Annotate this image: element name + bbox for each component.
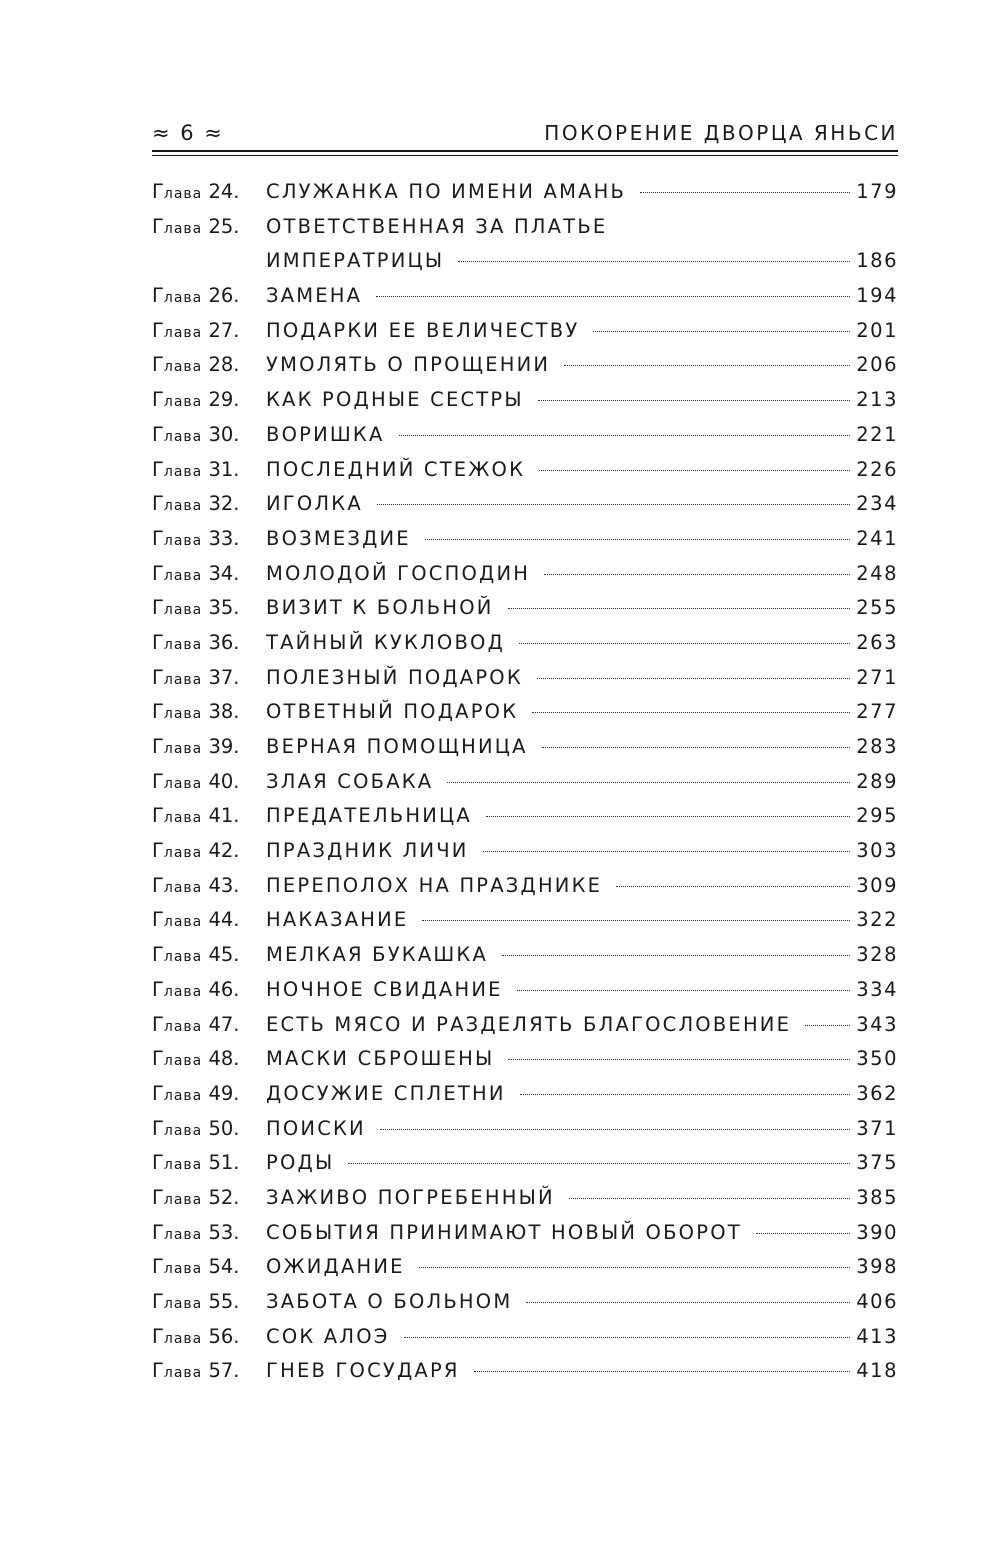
chapter-label: Глава 26. [152, 284, 240, 308]
toc-entry[interactable] [152, 319, 898, 354]
chapter-label: Глава 55. [152, 1290, 240, 1313]
chapter-label: Глава 43. [152, 873, 240, 897]
chapter-title-continued: ИМПЕРАТРИЦЫ [266, 249, 445, 273]
chapter-title: ПОЛЕЗНЫЙ ПОДАРОК [266, 665, 523, 689]
toc-entry-continuation[interactable] [152, 249, 898, 284]
chapter-label: Глава 39. [152, 735, 240, 758]
dot-leader [399, 435, 851, 436]
dot-leader [502, 955, 850, 956]
chapter-title: ПЕРЕПОЛОХ НА ПРАЗДНИКЕ [266, 873, 603, 897]
toc-entry[interactable] [152, 1359, 898, 1394]
book-title: ПОКОРЕНИЕ ДВОРЦА ЯНЬСИ [544, 121, 898, 145]
chapter-word: лава [163, 949, 203, 966]
toc-entry[interactable] [152, 1151, 898, 1186]
chapter-title: ИГОЛКА [266, 492, 363, 516]
chapter-label: Глава 25. [152, 214, 240, 238]
page-ref: 390 [856, 1220, 898, 1244]
toc-entry[interactable] [152, 631, 898, 666]
chapter-word: лава [163, 324, 203, 341]
chapter-title: НАКАЗАНИЕ [266, 908, 409, 932]
page-ref: 186 [856, 249, 898, 273]
toc-entry[interactable] [152, 1290, 898, 1325]
page-ref: 303 [856, 839, 898, 863]
chapter-label: Глава 37. [152, 665, 240, 689]
chapter-title: ЗАЖИВО ПОГРЕБЕННЫЙ [266, 1185, 555, 1209]
chapter-title: ЕСТЬ МЯСО И РАЗДЕЛЯТЬ БЛАГОСЛОВЕНИЕ [266, 1012, 792, 1036]
chapter-label: Глава 47. [152, 1012, 240, 1036]
toc-entry[interactable] [152, 874, 898, 909]
toc-entry[interactable] [152, 700, 898, 735]
chapter-label: Глава 40. [152, 769, 240, 793]
toc-entry[interactable] [152, 770, 898, 805]
chapter-word: лава [163, 1018, 203, 1035]
chapter-word: лава [163, 394, 203, 411]
toc-entry[interactable] [152, 423, 898, 458]
chapter-word: лава [163, 983, 203, 1000]
toc-entry[interactable] [152, 978, 898, 1013]
chapter-label: Глава 51. [152, 1151, 240, 1175]
toc-entry[interactable] [152, 353, 898, 388]
chapter-title: СЛУЖАНКА ПО ИМЕНИ АМАНЬ [266, 180, 627, 203]
page-ref: 371 [856, 1116, 898, 1140]
toc-entry[interactable] [152, 735, 898, 770]
chapter-title: НОЧНОЕ СВИДАНИЕ [266, 977, 503, 1001]
chapter-title: ВЕРНАЯ ПОМОЩНИЦА [266, 735, 528, 758]
chapter-word: лава [163, 706, 203, 723]
chapter-label: Глава 50. [152, 1116, 240, 1140]
chapter-label: Глава 42. [152, 839, 240, 863]
chapter-label: Глава 29. [152, 388, 240, 412]
chapter-title: УМОЛЯТЬ О ПРОЩЕНИИ [266, 353, 551, 377]
dot-leader [483, 851, 851, 852]
dot-leader [539, 470, 850, 471]
dot-leader [380, 1129, 850, 1130]
chapter-word: лава [163, 359, 203, 376]
chapter-word: лава [163, 1122, 203, 1139]
chapter-title: ЗЛАЯ СОБАКА [266, 769, 434, 793]
dot-leader [542, 747, 851, 748]
chapter-title: ВИЗИТ К БОЛЬНОЙ [266, 596, 494, 620]
chapter-label: Глава 52. [152, 1185, 240, 1209]
chapter-label: Глава 44. [152, 908, 240, 932]
dot-leader [564, 365, 850, 366]
chapter-title: ВОЗМЕЗДИЕ [266, 526, 411, 550]
chapter-title: ПРЕДАТЕЛЬНИЦА [266, 804, 472, 828]
chapter-label: Глава 41. [152, 804, 240, 828]
chapter-word: лава [163, 775, 203, 792]
chapter-title: ВОРИШКА [266, 422, 385, 446]
chapter-word: лава [163, 1226, 203, 1243]
page-ref: 406 [856, 1290, 898, 1313]
chapter-title: ОТВЕТНЫЙ ПОДАРОК [266, 700, 519, 724]
chapter-title: ЗАМЕНА [266, 284, 363, 308]
dot-leader [532, 712, 850, 713]
chapter-title: СОК АЛОЭ [266, 1324, 390, 1348]
dot-leader [538, 400, 850, 401]
dot-leader [508, 608, 851, 609]
chapter-label: Глава 57. [152, 1359, 240, 1383]
chapter-title: МОЛОДОЙ ГОСПОДИН [266, 561, 531, 585]
toc-entry[interactable] [152, 1221, 898, 1256]
chapter-label: Глава 45. [152, 943, 240, 967]
dot-leader [419, 1267, 851, 1268]
page-ref: 328 [856, 943, 898, 967]
toc-entry[interactable] [152, 908, 898, 943]
toc-entry[interactable] [152, 839, 898, 874]
chapter-word: лава [163, 636, 203, 653]
chapter-word: лава [163, 186, 203, 202]
page-ref: 362 [856, 1081, 898, 1105]
dot-leader [616, 886, 850, 887]
chapter-word: лава [163, 532, 203, 549]
chapter-label: Глава 36. [152, 630, 240, 654]
chapter-title: ПОСЛЕДНИЙ СТЕЖОК [266, 457, 526, 481]
chapter-title: МАСКИ СБРОШЕНЫ [266, 1047, 495, 1071]
toc-entry[interactable] [152, 284, 898, 319]
chapter-label: Глава 24. [152, 180, 240, 203]
chapter-label: Глава 34. [152, 561, 240, 585]
chapter-title: ОТВЕТСТВЕННАЯ ЗА ПЛАТЬЕ [266, 214, 608, 238]
page-ref: 206 [856, 353, 898, 377]
chapter-word: лава [163, 428, 203, 445]
chapter-word: лава [163, 220, 203, 237]
running-header [152, 120, 898, 146]
dot-leader [486, 816, 850, 817]
chapter-word: лава [163, 1087, 203, 1104]
chapter-title: ГНЕВ ГОСУДАРЯ [266, 1359, 460, 1383]
dot-leader [640, 192, 850, 193]
chapter-label: Глава 35. [152, 596, 240, 620]
chapter-word: лава [163, 1191, 203, 1208]
toc-entry[interactable] [152, 527, 898, 562]
page-ref: 271 [856, 665, 898, 689]
chapter-word: лава [163, 463, 203, 480]
page-ref: 277 [856, 700, 898, 724]
toc-entry[interactable] [152, 943, 898, 978]
toc-entry[interactable] [152, 562, 898, 597]
chapter-title: РОДЫ [266, 1151, 335, 1175]
toc-entry[interactable] [152, 1186, 898, 1221]
page-ref: 179 [856, 180, 898, 203]
page-ref: 255 [856, 596, 898, 620]
page-ref: 413 [856, 1324, 898, 1348]
toc-entry[interactable] [152, 1117, 898, 1152]
page-ref: 283 [856, 735, 898, 758]
chapter-word: лава [163, 914, 203, 931]
page-ref: 234 [856, 492, 898, 516]
chapter-word: лава [163, 1053, 203, 1070]
page-ref: 398 [856, 1255, 898, 1279]
toc-entry[interactable] [152, 215, 898, 250]
chapter-label: Глава 53. [152, 1220, 240, 1244]
chapter-label: Глава 49. [152, 1081, 240, 1105]
dot-leader [544, 574, 850, 575]
page-number: ≈ 6 ≈ [152, 121, 224, 145]
toc-entry[interactable] [152, 666, 898, 701]
page-ref: 295 [856, 804, 898, 828]
page-ref: 248 [856, 561, 898, 585]
dot-leader [425, 539, 850, 540]
toc-entry[interactable] [152, 180, 898, 215]
dot-leader [526, 1302, 850, 1303]
chapter-word: лава [163, 1261, 203, 1278]
chapter-word: лава [163, 567, 203, 584]
toc-entry[interactable] [152, 1013, 898, 1048]
page-ref: 343 [856, 1012, 898, 1036]
toc-entry[interactable] [152, 1255, 898, 1290]
header-rule-thin [152, 155, 898, 156]
chapter-word: лава [163, 1296, 203, 1312]
dot-leader [377, 504, 850, 505]
chapter-label: Глава 30. [152, 422, 240, 446]
chapter-word: лава [163, 741, 203, 757]
table-of-contents [152, 180, 898, 1394]
toc-entry[interactable] [152, 596, 898, 631]
dot-leader [756, 1233, 850, 1234]
dot-leader [348, 1163, 850, 1164]
page-ref: 334 [856, 977, 898, 1001]
page-ref: 226 [856, 457, 898, 481]
chapter-word: лава [163, 602, 203, 619]
chapter-word: лава [163, 290, 203, 307]
chapter-title: ЗАБОТА О БОЛЬНОМ [266, 1290, 513, 1313]
chapter-word: лава [163, 845, 203, 862]
page-ref: 385 [856, 1185, 898, 1209]
chapter-title: ТАЙНЫЙ КУКЛОВОД [266, 630, 506, 654]
dot-leader [376, 296, 850, 297]
dot-leader [805, 1025, 850, 1026]
chapter-word: лава [163, 1157, 203, 1174]
dot-leader [422, 920, 850, 921]
page-ref: 263 [856, 630, 898, 654]
chapter-title: ПОДАРКИ ЕЕ ВЕЛИЧЕСТВУ [266, 318, 580, 342]
page-ref: 201 [856, 318, 898, 342]
dot-leader [474, 1371, 851, 1372]
chapter-label: Глава 48. [152, 1047, 240, 1071]
toc-entry[interactable] [152, 492, 898, 527]
chapter-title: ОЖИДАНИЕ [266, 1255, 405, 1279]
chapter-word: лава [163, 879, 203, 896]
chapter-title: КАК РОДНЫЕ СЕСТРЫ [266, 388, 524, 412]
chapter-label: Глава 28. [152, 353, 240, 377]
chapter-word: лава [163, 671, 203, 688]
header-rule-thick [152, 150, 898, 152]
chapter-word: лава [163, 1365, 203, 1382]
dot-leader [520, 1094, 851, 1095]
page-ref: 375 [856, 1151, 898, 1175]
chapter-label: Глава 38. [152, 700, 240, 724]
dot-leader [537, 678, 850, 679]
chapter-label: Глава 46. [152, 977, 240, 1001]
page-ref: 241 [856, 526, 898, 550]
dot-leader [593, 331, 850, 332]
chapter-title: МЕЛКАЯ БУКАШКА [266, 943, 489, 967]
chapter-label: Глава 32. [152, 492, 240, 516]
chapter-word: лава [163, 810, 203, 827]
chapter-label: Глава 31. [152, 457, 240, 481]
toc-entry[interactable] [152, 804, 898, 839]
chapter-label: Глава 54. [152, 1255, 240, 1279]
dot-leader [519, 643, 850, 644]
page-ref: 309 [856, 873, 898, 897]
dot-leader [404, 1337, 851, 1338]
chapter-title: ПРАЗДНИК ЛИЧИ [266, 839, 469, 863]
dot-leader [508, 1059, 850, 1060]
dot-leader [517, 990, 851, 991]
toc-entry[interactable] [152, 458, 898, 493]
page-ref: 221 [856, 422, 898, 446]
page-ref: 213 [856, 388, 898, 412]
toc-entry[interactable] [152, 1047, 898, 1082]
toc-entry[interactable] [152, 1082, 898, 1117]
page-ref: 350 [856, 1047, 898, 1071]
chapter-label: Глава 27. [152, 318, 240, 342]
chapter-title: ДОСУЖИЕ СПЛЕТНИ [266, 1081, 506, 1105]
chapter-label: Глава 33. [152, 526, 240, 550]
page-ref: 289 [856, 769, 898, 793]
toc-entry[interactable] [152, 388, 898, 423]
dot-leader [447, 782, 850, 783]
chapter-title: ПОИСКИ [266, 1116, 366, 1140]
chapter-label: Глава 56. [152, 1324, 240, 1348]
chapter-title: СОБЫТИЯ ПРИНИМАЮТ НОВЫЙ ОБОРОТ [266, 1220, 742, 1244]
chapter-word: лава [163, 1330, 203, 1347]
page-ref: 322 [856, 908, 898, 932]
page-ref: 194 [856, 284, 898, 308]
chapter-word: лава [163, 498, 203, 515]
toc-entry[interactable] [152, 1325, 898, 1360]
dot-leader [569, 1198, 851, 1199]
dot-leader [458, 261, 850, 262]
page-ref: 418 [856, 1359, 898, 1383]
